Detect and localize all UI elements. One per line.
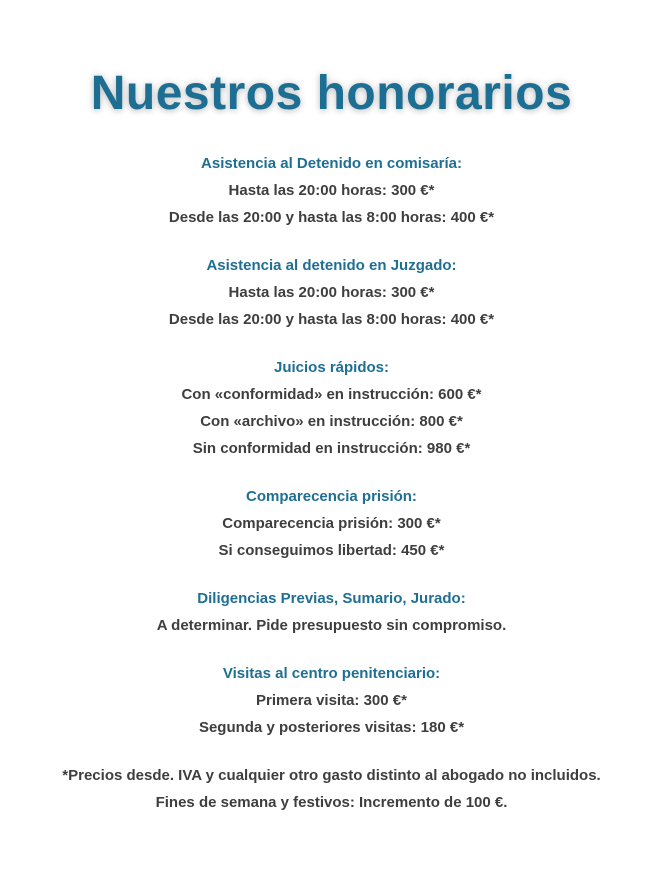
price-line: Con «conformidad» en instrucción: 600 €* [181, 386, 482, 403]
footnote: Fines de semana y festivos: Incremento de 100 €. [155, 794, 508, 811]
price-line: Hasta las 20:00 horas: 300 €* [228, 284, 435, 301]
section-heading: Comparecencia prisión: [246, 488, 417, 505]
price-line: Hasta las 20:00 horas: 300 €* [228, 182, 435, 199]
section-heading: Juicios rápidos: [273, 359, 390, 376]
pricing-sections [0, 150, 663, 816]
price-line: Desde las 20:00 y hasta las 8:00 horas: 400 €* [168, 209, 495, 226]
page-title: Nuestros honorarios [90, 67, 573, 120]
section-asistencia-comisaria [0, 150, 663, 231]
price-line: Con «archivo» en instrucción: 800 €* [200, 413, 463, 430]
price-line: Sin conformidad en instrucción: 980 €* [192, 440, 471, 457]
section-comparecencia-prision [0, 483, 663, 564]
price-line: A determinar. Pide presupuesto sin compromiso. [156, 617, 507, 634]
footnote: *Precios desde. IVA y cualquier otro gasto distinto al abogado no incluidos. [62, 767, 601, 784]
section-juicios-rapidos [0, 354, 663, 462]
section-heading: Asistencia al Detenido en comisaría: [201, 155, 462, 172]
footer-notes [0, 762, 663, 816]
price-line: Segunda y posteriores visitas: 180 €* [198, 719, 465, 736]
section-heading: Visitas al centro penitenciario: [222, 665, 441, 682]
price-line: Primera visita: 300 €* [256, 692, 407, 709]
section-visitas-penitenciario [0, 660, 663, 741]
section-heading: Diligencias Previas, Sumario, Jurado: [197, 590, 466, 607]
price-line: Si conseguimos libertad: 450 €* [218, 542, 445, 559]
price-line: Desde las 20:00 y hasta las 8:00 horas: 400 €* [168, 311, 495, 328]
section-heading: Asistencia al detenido en Juzgado: [206, 257, 457, 274]
section-asistencia-juzgado [0, 252, 663, 333]
section-diligencias-previas [0, 585, 663, 639]
price-line: Comparecencia prisión: 300 €* [222, 515, 441, 532]
